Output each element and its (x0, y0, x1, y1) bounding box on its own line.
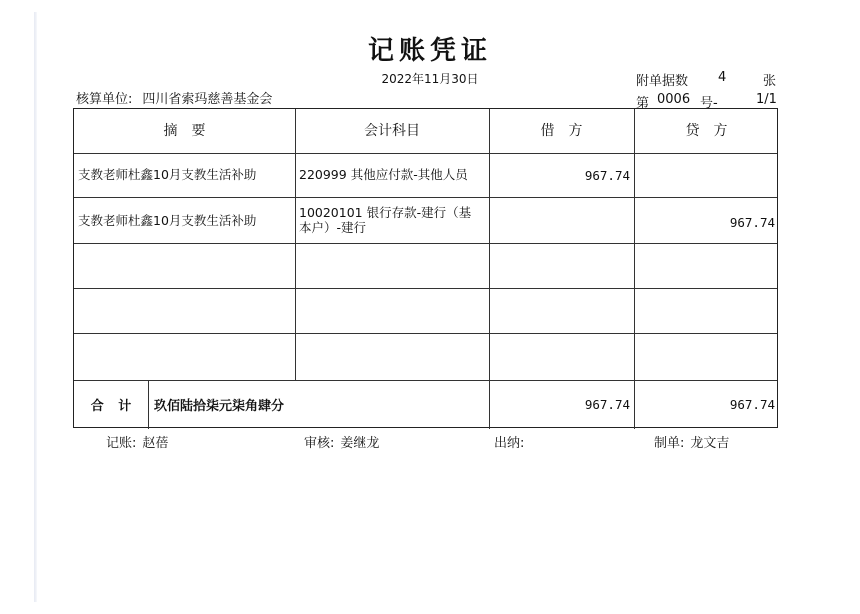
voucher-title: 记账凭证 (367, 36, 492, 66)
voucher-table (73, 108, 778, 428)
signature-bookkeeper (106, 432, 168, 451)
column-divider (634, 109, 635, 429)
bookkeeper-label: 记账: (106, 436, 137, 451)
cashier-label: 出纳: (494, 436, 525, 451)
total-debit: 967.74 (584, 397, 630, 412)
row-divider (74, 197, 777, 198)
reviewer-name: 姜继龙 (340, 436, 380, 451)
voucher-suffix: 号- (700, 96, 718, 111)
column-divider (148, 380, 149, 429)
row-account: 10020101 银行存款-建行（基本户）-建行 (299, 205, 472, 235)
row-divider (74, 153, 777, 154)
row-divider (74, 243, 777, 244)
total-credit: 967.74 (729, 397, 775, 412)
row-summary: 支教老师杜鑫10月支教生活补助 (78, 213, 257, 228)
attachments-unit: 张 (763, 74, 777, 89)
voucher-no: 0006 (657, 92, 691, 107)
signature-reviewer (304, 432, 379, 451)
header-credit: 贷 方 (685, 123, 728, 139)
accounting-unit (76, 88, 272, 107)
header-summary: 摘 要 (163, 123, 206, 139)
header-debit: 借 方 (540, 123, 583, 139)
column-divider (489, 109, 490, 429)
signature-preparer (654, 432, 729, 451)
unit-value: 四川省索玛慈善基金会 (142, 92, 273, 107)
preparer-name: 龙文吉 (690, 436, 730, 451)
total-amount-words: 玖佰陆拾柒元柒角肆分 (154, 399, 285, 414)
row-debit: 967.74 (584, 168, 630, 183)
voucher-date: 2022年11月30日 (381, 72, 479, 86)
voucher-prefix: 第 (636, 96, 650, 111)
attachments-count: 4 (718, 70, 727, 85)
bookkeeper-name: 赵蓓 (142, 436, 169, 451)
row-credit: 967.74 (729, 215, 775, 230)
row-divider (74, 333, 777, 334)
attachments-label: 附单据数 (636, 74, 689, 89)
row-divider (74, 380, 777, 381)
header-account: 会计科目 (364, 123, 420, 139)
signature-cashier (494, 432, 530, 451)
row-divider (74, 288, 777, 289)
row-summary: 支教老师杜鑫10月支教生活补助 (78, 167, 257, 182)
row-account: 220999 其他应付款-其他人员 (299, 167, 468, 182)
attachments (636, 70, 777, 89)
preparer-label: 制单: (654, 436, 685, 451)
page-indicator: 1/1 (756, 92, 777, 107)
scan-edge (34, 12, 37, 602)
unit-label: 核算单位: (76, 92, 133, 107)
reviewer-label: 审核: (304, 436, 335, 451)
total-label: 合 计 (90, 399, 132, 414)
